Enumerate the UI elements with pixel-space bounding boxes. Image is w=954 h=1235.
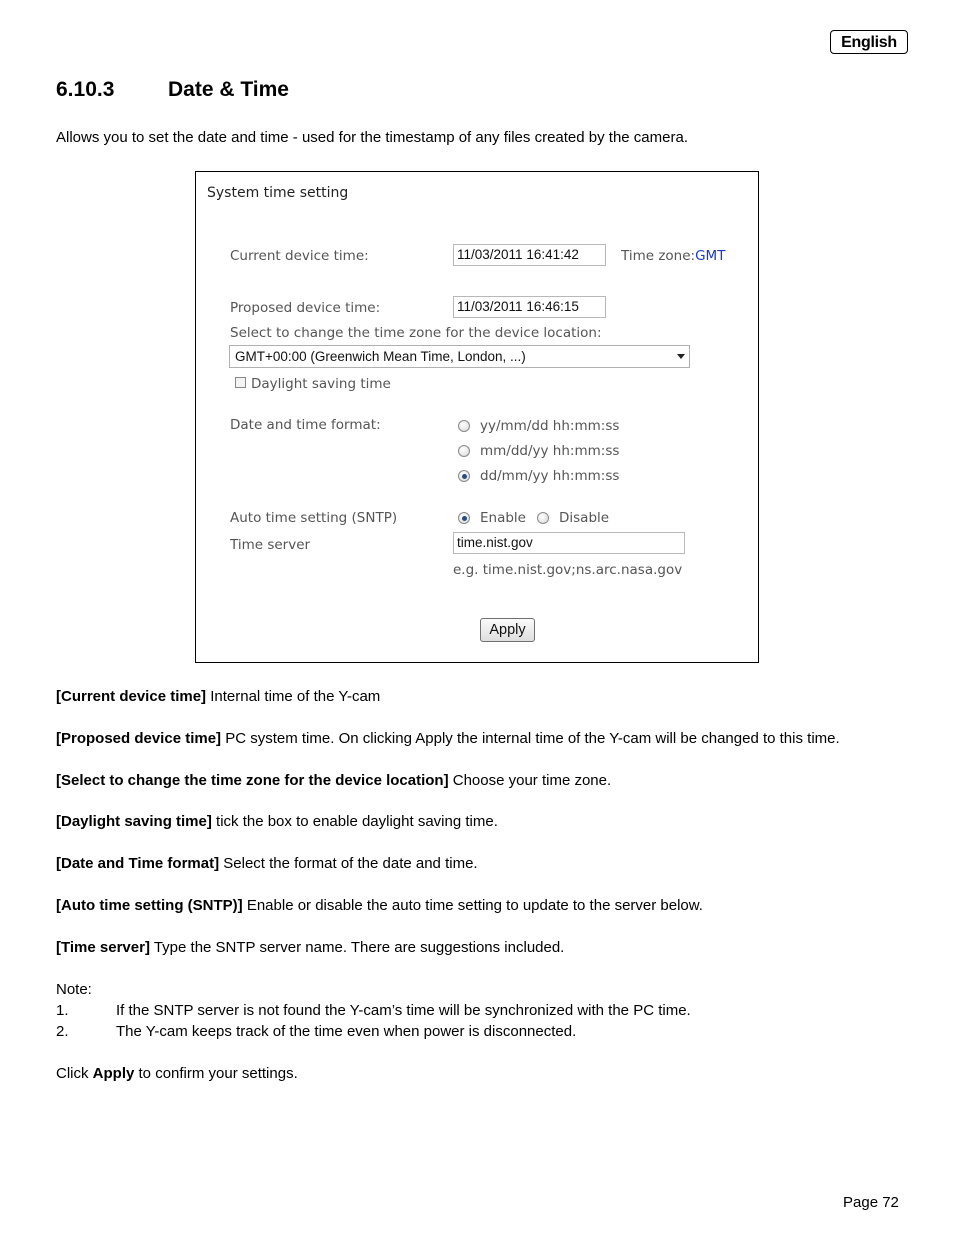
desc-text: tick the box to enable daylight saving time.: [211, 813, 498, 830]
desc-text: Choose your time zone.: [448, 772, 612, 789]
chevron-down-icon: [677, 354, 685, 359]
language-badge: English: [830, 30, 908, 54]
select-time-zone-label: Select to change the time zone for the device location:: [230, 325, 602, 341]
desc-text: Internal time of the Y-cam: [206, 688, 381, 705]
system-time-panel: [195, 171, 759, 663]
format-option-ddmmyy: dd/mm/yy hh:mm:ss: [480, 468, 620, 484]
desc-term: [Current device time]: [56, 688, 207, 705]
format-option-mmddyy: mm/dd/yy hh:mm:ss: [480, 443, 620, 459]
closing-prefix: Click: [56, 1065, 93, 1082]
closing-suffix: to confirm your settings.: [134, 1065, 298, 1082]
proposed-time-field[interactable]: 11/03/2011 16:46:15: [453, 296, 606, 318]
desc-current-time: [56, 688, 380, 705]
daylight-saving-label: Daylight saving time: [251, 376, 391, 392]
time-server-input[interactable]: time.nist.gov: [453, 532, 685, 554]
time-server-hint: e.g. time.nist.gov;ns.arc.nasa.gov: [453, 562, 683, 578]
closing-bold: Apply: [92, 1065, 135, 1082]
note-title: Note:: [56, 981, 92, 998]
desc-text: Type the SNTP server name. There are suggestions included.: [149, 939, 565, 956]
section-number: 6.10.3: [56, 78, 115, 101]
sntp-disable-label: Disable: [559, 510, 610, 526]
panel-title: System time setting: [207, 185, 349, 201]
desc-term: [Daylight saving time]: [56, 813, 212, 830]
desc-term: [Date and Time format]: [56, 855, 220, 872]
current-time-field: 11/03/2011 16:41:42: [453, 244, 606, 266]
desc-time-zone: [56, 772, 611, 789]
sntp-disable-radio[interactable]: [537, 512, 549, 524]
format-label: Date and time format:: [230, 417, 381, 433]
page-number: Page 72: [843, 1194, 899, 1211]
format-radio-ddmmyy[interactable]: [458, 470, 470, 482]
sntp-label: Auto time setting (SNTP): [230, 510, 398, 526]
section-title: Date & Time: [168, 78, 289, 101]
desc-text: PC system time. On clicking Apply the internal time of the Y-cam will be changed to this time.: [221, 730, 840, 747]
desc-proposed-time: [56, 730, 840, 747]
desc-term: [Proposed device time]: [56, 730, 222, 747]
note-text: The Y-cam keeps track of the time even when power is disconnected.: [116, 1023, 577, 1040]
current-time-label: Current device time:: [230, 248, 369, 264]
daylight-saving-checkbox[interactable]: [235, 377, 246, 388]
format-radio-mmddyy[interactable]: [458, 445, 470, 457]
desc-term: [Time server]: [56, 939, 150, 956]
note-number: 1.: [56, 1002, 69, 1019]
format-option-yymmdd: yy/mm/dd hh:mm:ss: [480, 418, 620, 434]
intro-text: Allows you to set the date and time - used for the timestamp of any files created by the camera.: [56, 129, 688, 146]
time-zone-select[interactable]: [229, 345, 690, 368]
apply-button[interactable]: Apply: [480, 618, 535, 642]
desc-term: [Auto time setting (SNTP)]: [56, 897, 243, 914]
desc-auto-time: [56, 897, 703, 914]
time-server-label: Time server: [230, 537, 311, 553]
time-zone-value: GMT: [695, 248, 726, 264]
time-zone-selected: GMT+00:00 (Greenwich Mean Time, London, ...): [235, 349, 526, 364]
format-radio-yymmdd[interactable]: [458, 420, 470, 432]
closing-text: [56, 1065, 298, 1082]
note-number: 2.: [56, 1023, 69, 1040]
desc-date-time-format: [56, 855, 478, 872]
time-zone-readout: [621, 248, 725, 264]
desc-term: [Select to change the time zone for the device location]: [56, 772, 449, 789]
proposed-time-label: Proposed device time:: [230, 300, 381, 316]
desc-daylight-saving: [56, 813, 498, 830]
desc-time-server: [56, 939, 564, 956]
desc-text: Select the format of the date and time.: [219, 855, 478, 872]
sntp-enable-label: Enable: [480, 510, 526, 526]
time-zone-label: Time zone:: [621, 248, 696, 264]
sntp-enable-radio[interactable]: [458, 512, 470, 524]
note-text: If the SNTP server is not found the Y-cam’s time will be synchronized with the PC time.: [116, 1002, 691, 1019]
desc-text: Enable or disable the auto time setting to update to the server below.: [242, 897, 703, 914]
